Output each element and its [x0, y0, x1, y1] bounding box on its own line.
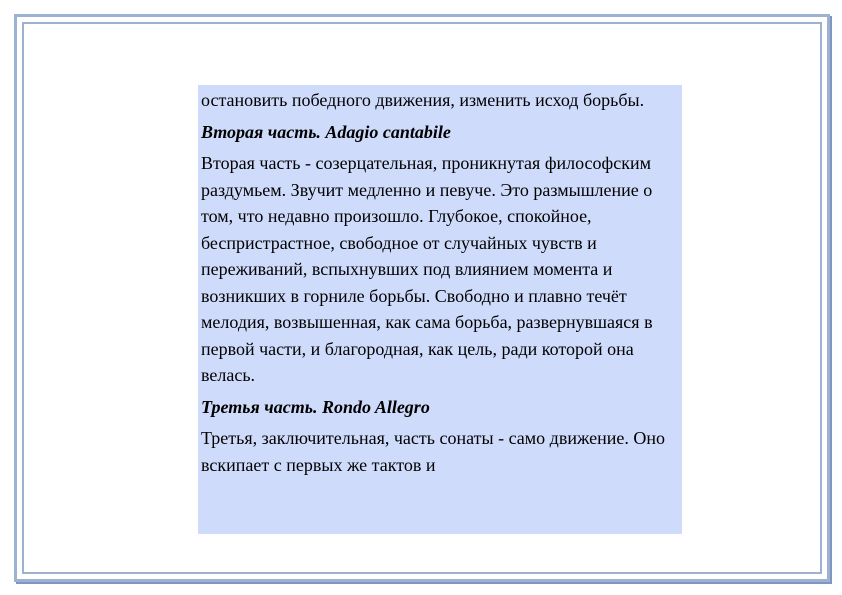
heading-third-movement: Третья часть. Rondo Allegro [201, 396, 430, 417]
heading-second-movement: Вторая часть. Adagio cantabile [201, 121, 451, 142]
text-content-box [198, 85, 682, 534]
paragraph-second-movement: Вторая часть - созерцательная, проникнутая философским раздумьем. Звучит медленно и певуче. Это размышление о том, что недавно произошло. Глубокое, спокойное, беспристрастное, свободное от случайных чувств и переживаний, вспыхнувших под влиянием момента и возникших в горниле борьбы. Свободно и плавно течёт мелодия, возвышенная, как сама борьба, развернувшаяся в первой части, и благородная, как цель, ради которой она велась. [201, 153, 653, 385]
paragraph-third-movement: Третья, заключительная, часть сонаты - само движение. Оно вскипает с первых же тактов и [201, 428, 666, 475]
paragraph-intro: остановить победного движения, изменить исход борьбы. [201, 90, 645, 110]
